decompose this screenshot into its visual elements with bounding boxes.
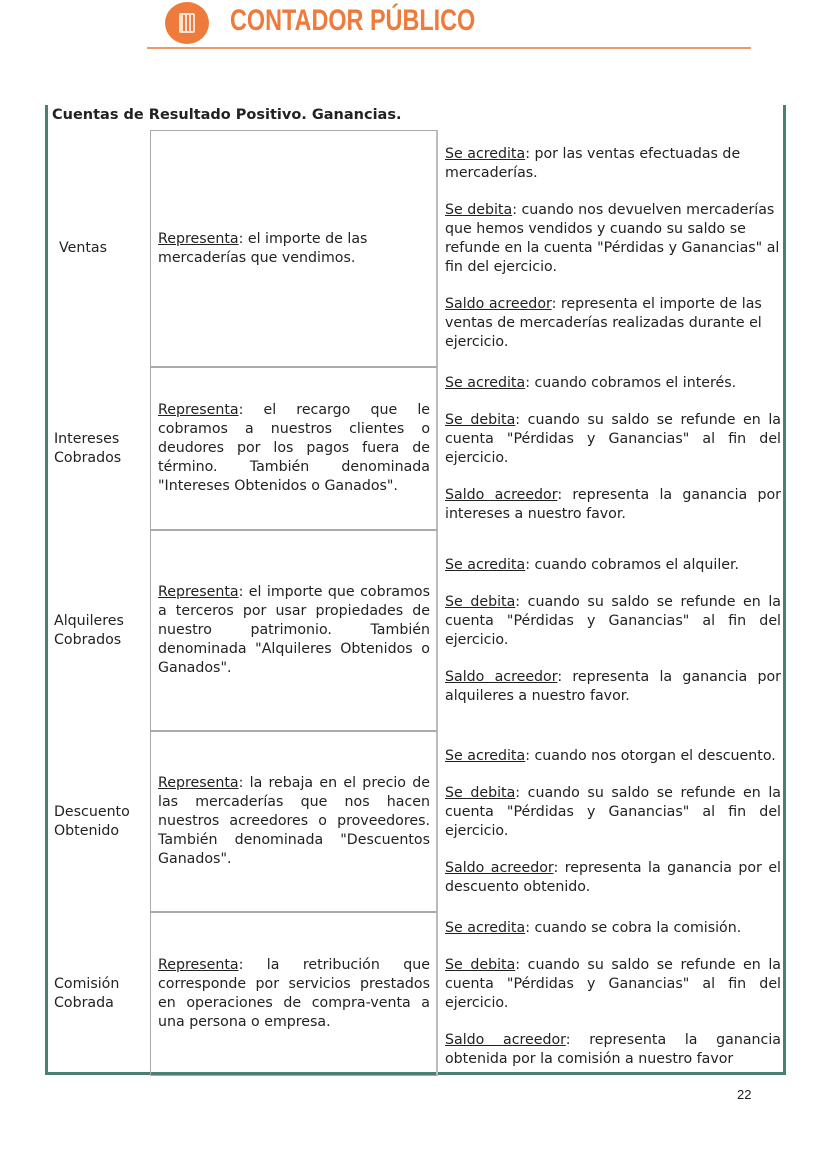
represent-text: : la retribución que corresponde por servicios prestados en operaciones de compra-venta a una persona o empresa. — [158, 957, 430, 1030]
rule-label: Se debita — [445, 411, 516, 428]
rule-label: Saldo acreedor — [445, 668, 558, 685]
account-movements-cell — [438, 530, 783, 731]
account-name-cell — [48, 367, 150, 530]
rule-label: Se debita — [445, 784, 516, 801]
rule-text: : cuando su saldo se refunde en la cuenta "Pérdidas y Ganancias" al fin del ejercicio. — [445, 957, 781, 1011]
rule-text: : cuando cobramos el alquiler. — [525, 556, 740, 573]
movement-rule — [445, 411, 781, 468]
account-movements-cell — [438, 912, 783, 1076]
rule-label: Saldo acreedor — [445, 1032, 566, 1048]
rule-text: : representa la ganancia por alquileres a nuestro favor. — [445, 668, 781, 704]
represent-label: Representa — [158, 230, 239, 247]
represent-text: : la rebaja en el precio de las mercaderías que nos hacen nuestros acreedores o proveedores. También denominada "Descuentos Ganados". — [158, 775, 430, 867]
movement-rule — [445, 374, 781, 393]
account-movements-cell — [438, 367, 783, 530]
rule-text: : cuando nos otorgan el descuento. — [525, 747, 776, 764]
account-name-cell — [48, 731, 150, 912]
represent-text: : el importe que cobramos a terceros por usar propiedades de nuestro patrimonio. También denominada "Alquileres Obtenidos o Ganados". — [158, 584, 430, 676]
rule-label: Saldo acreedor — [445, 486, 558, 503]
account-description-cell — [150, 912, 438, 1076]
header-divider — [147, 47, 751, 49]
rule-text: : representa la ganancia obtenida por la comisión a nuestro favor — [445, 1032, 781, 1067]
rule-text: : cuando su saldo se refunde en la cuenta "Pérdidas y Ganancias" al fin del ejercicio. — [445, 411, 781, 466]
rule-text: : representa la ganancia por el descuento obtenido. — [445, 859, 781, 895]
account-movements-cell — [438, 130, 783, 367]
rule-text: : cuando nos devuelven mercaderías que hemos vendidos y cuando su saldo se refunde en la cuenta "Pérdidas y Ganancias" al fin del ejercicio. — [445, 202, 780, 275]
account-name-cell — [48, 912, 150, 1076]
represent-text: : el recargo que le cobramos a nuestros clientes o deudores por los pagos fuera de término. También denominada "Intereses Obtenidos o Ganados". — [158, 402, 430, 494]
represent-text: : el importe de las mercaderías que vendimos. — [158, 230, 368, 266]
movement-rule — [445, 295, 781, 352]
logo-text: CONTADOR PÚBLICO — [230, 4, 476, 37]
represent-label: Representa — [158, 775, 239, 791]
table-title: Cuentas de Resultado Positivo. Ganancias. — [52, 107, 402, 123]
movement-rule — [445, 556, 781, 575]
movement-rule — [445, 859, 781, 897]
account-name-cell — [48, 130, 150, 367]
movement-rule — [445, 1031, 781, 1069]
represent-label: Representa — [158, 402, 239, 418]
account-name: Intereses Cobrados — [54, 430, 122, 466]
rule-text: : cuando su saldo se refunde en la cuenta "Pérdidas y Ganancias" al fin del ejercicio. — [445, 593, 781, 648]
account-description-cell — [150, 530, 438, 731]
movement-rule — [445, 201, 781, 277]
rule-label: Se acredita — [445, 556, 526, 573]
page-number: 22 — [737, 1087, 752, 1102]
rule-label: Saldo acreedor — [445, 296, 552, 312]
account-movements-cell — [438, 731, 783, 912]
movement-rule — [445, 956, 781, 1013]
movement-rule — [445, 784, 781, 841]
rule-text: : cuando se cobra la comisión. — [525, 920, 742, 936]
account-description-cell — [150, 130, 438, 367]
movement-rule — [445, 593, 781, 650]
rule-label: Se acredita — [445, 747, 526, 764]
movement-rule — [445, 919, 781, 938]
represent-label: Representa — [158, 957, 239, 973]
rule-text: : cuando su saldo se refunde en la cuenta "Pérdidas y Ganancias" al fin del ejercicio. — [445, 784, 781, 839]
calculator-icon — [165, 2, 209, 44]
account-description-cell — [150, 731, 438, 912]
account-name: Alquileres Cobrados — [54, 612, 124, 648]
represent-label: Representa — [158, 584, 239, 600]
rule-label: Se acredita — [445, 920, 526, 936]
rule-label: Se acredita — [445, 146, 526, 162]
movement-rule — [445, 747, 781, 766]
rule-text: : cuando cobramos el interés. — [525, 374, 737, 391]
movement-rule — [445, 145, 781, 183]
rule-label: Se debita — [445, 957, 516, 973]
rule-text: : representa la ganancia por intereses a nuestro favor. — [445, 486, 781, 522]
account-description-cell — [150, 367, 438, 530]
rule-label: Se debita — [445, 593, 516, 610]
rule-label: Se debita — [445, 202, 513, 218]
rule-text: : por las ventas efectuadas de mercaderías. — [445, 146, 741, 181]
movement-rule — [445, 668, 781, 706]
movement-rule — [445, 486, 781, 524]
rule-label: Saldo acreedor — [445, 859, 554, 876]
account-name: Ventas — [59, 240, 107, 256]
account-name: Comisión Cobrada — [54, 976, 120, 1011]
rule-text: : representa el importe de las ventas de mercaderías realizadas durante el ejercicio. — [445, 296, 762, 350]
rule-label: Se acredita — [445, 374, 526, 391]
account-name: Descuento Obtenido — [54, 803, 130, 839]
account-name-cell — [48, 530, 150, 731]
